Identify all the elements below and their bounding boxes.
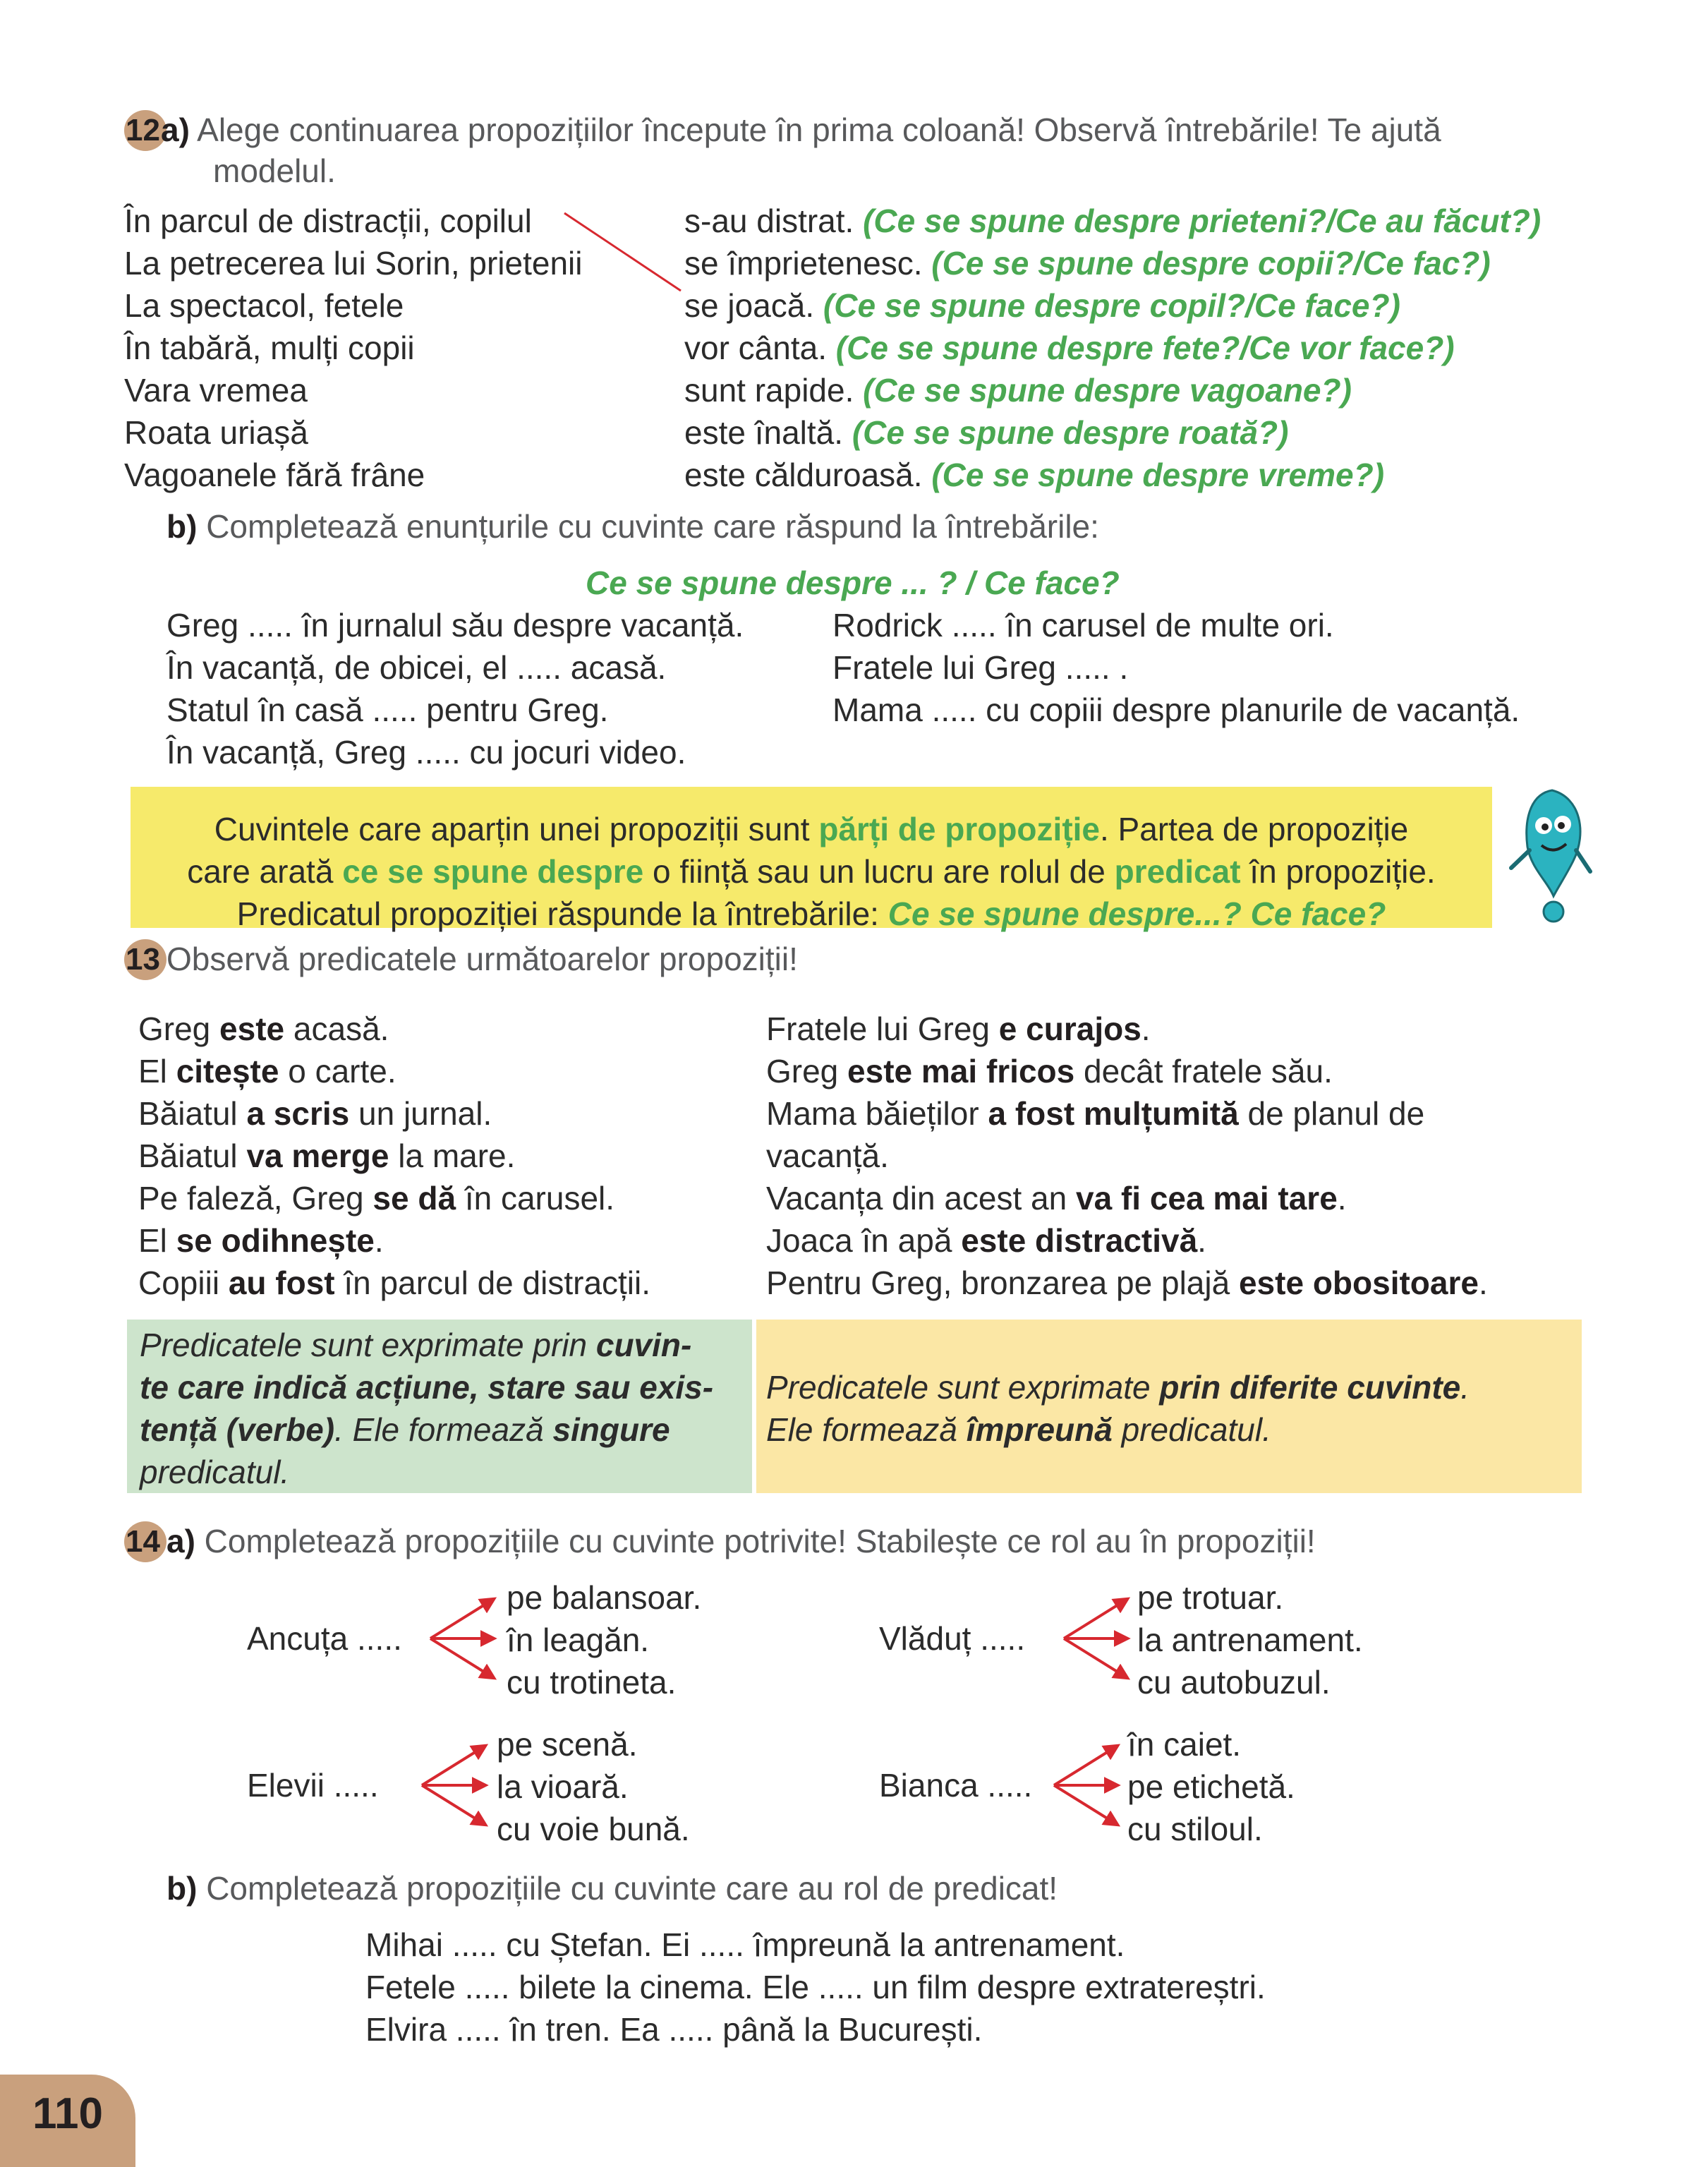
fill-sentence: Elvira ..... în tren. Ea ..... până la București.: [365, 2011, 983, 2048]
exercise-14a-instruction: a) Completează propozițiile cu cuvinte potrivite! Stabilește ce rol au în propoziții!: [166, 1523, 1316, 1559]
fill-sentence: Greg ..... în jurnalul său despre vacanță.: [166, 607, 744, 644]
exercise-number-13: 13: [124, 939, 166, 980]
sentence-start: Vagoanele fără frâne: [124, 457, 425, 493]
example-sentence: Mama băieților a fost mulțumită de planul de: [766, 1095, 1425, 1132]
example-sentence: Vacanța din acest an va fi cea mai tare.: [766, 1180, 1347, 1217]
option: pe scenă.: [497, 1726, 638, 1763]
green-box-line-1: Predicatele sunt exprimate prin cuvin-: [140, 1327, 692, 1363]
example-sentence: Băiatul a scris un jurnal.: [138, 1095, 492, 1132]
fill-sentence: În vacanță, Greg ..... cu jocuri video.: [166, 734, 686, 771]
note-line-3: Predicatul propoziției răspunde la întrebările: Ce se spune despre...? Ce face?: [236, 895, 1386, 932]
option: cu voie bună.: [497, 1811, 690, 1847]
model-connection-line: [564, 213, 681, 291]
green-box-line-3: tență (verbe). Ele formează singure: [140, 1411, 670, 1448]
sentence-start: Vara vremea: [124, 372, 308, 409]
fill-sentence: Fratele lui Greg ..... .: [832, 649, 1129, 686]
green-box-line-4: predicatul.: [140, 1454, 290, 1490]
yellow-box-line-2: Ele formează împreună predicatul.: [766, 1411, 1271, 1448]
example-sentence: vacanță.: [766, 1137, 889, 1174]
fill-sentence: În vacanță, de obicei, el ..... acasă.: [166, 649, 667, 686]
note-line-1: Cuvintele care aparțin unei propoziții sunt părți de propoziție. Partea de propoziție: [214, 811, 1409, 847]
arrows-vladut: [1064, 1599, 1127, 1678]
fill-sentence: Mihai ..... cu Ștefan. Ei ..... împreună la antrenament.: [365, 1926, 1125, 1963]
sentence-end: se împrietenesc. (Ce se spune despre copii?/Ce fac?): [684, 245, 1491, 282]
exercise-number-14: 14: [124, 1521, 166, 1562]
sentence-start: Roata uriașă: [124, 414, 308, 451]
sentence-end: este înaltă. (Ce se spune despre roată?): [684, 414, 1289, 451]
arrows-elevii: [422, 1746, 485, 1825]
example-sentence: Pe faleză, Greg se dă în carusel.: [138, 1180, 615, 1217]
example-sentence: El citește o carte.: [138, 1053, 396, 1089]
fill-sentence: Fetele ..... bilete la cinema. Ele ..... un film despre extratereștri.: [365, 1969, 1266, 2005]
option: cu autobuzul.: [1137, 1664, 1331, 1701]
exercise-12b-instruction: b) Completează enunțurile cu cuvinte care răspund la întrebările:: [166, 508, 1099, 545]
page-number: 110: [32, 2089, 104, 2138]
option: pe trotuar.: [1137, 1579, 1284, 1616]
sentence-end: se joacă. (Ce se spune despre copil?/Ce face?): [684, 287, 1400, 324]
sentence-end: este călduroasă. (Ce se spune despre vreme?): [684, 457, 1385, 493]
subject-bianca: Bianca .....: [879, 1767, 1033, 1804]
option: în leagăn.: [507, 1622, 650, 1658]
exercise-number-12: 12: [124, 110, 166, 151]
fill-sentence: Rodrick ..... în carusel de multe ori.: [832, 607, 1334, 644]
exercise-13-instruction: Observă predicatele următoarelor propoziții!: [166, 941, 798, 977]
example-sentence: El se odihnește.: [138, 1222, 384, 1259]
example-sentence: Greg este acasă.: [138, 1010, 389, 1047]
option: pe etichetă.: [1127, 1768, 1295, 1805]
example-sentence: Fratele lui Greg e curajos.: [766, 1010, 1151, 1047]
example-sentence: Copiii au fost în parcul de distracții.: [138, 1264, 651, 1301]
green-box-line-2: te care indică acțiune, stare sau exis-: [140, 1369, 714, 1406]
example-sentence: Pentru Greg, bronzarea pe plajă este obositoare.: [766, 1264, 1488, 1301]
option: cu stiloul.: [1127, 1811, 1263, 1847]
sentence-end: vor cânta. (Ce se spune despre fete?/Ce vor face?): [684, 330, 1455, 366]
sentence-end: sunt rapide. (Ce se spune despre vagoane?): [684, 372, 1352, 409]
subject-vladut: Vlăduț .....: [879, 1620, 1026, 1657]
option: la antrenament.: [1137, 1622, 1363, 1658]
yellow-box-line-1: Predicatele sunt exprimate prin diferite cuvinte.: [766, 1369, 1470, 1406]
option: pe balansoar.: [507, 1579, 702, 1616]
subject-ancuta: Ancuța .....: [247, 1620, 402, 1657]
option: cu trotineta.: [507, 1664, 677, 1701]
example-sentence: Băiatul va merge la mare.: [138, 1137, 516, 1174]
subject-elevii: Elevii .....: [247, 1767, 379, 1804]
option: la vioară.: [497, 1768, 629, 1805]
fill-sentence: Statul în casă ..... pentru Greg.: [166, 692, 609, 728]
arrows-bianca: [1054, 1746, 1118, 1825]
arrows-ancuta: [430, 1599, 494, 1678]
sentence-end: s-au distrat. (Ce se spune despre prieteni?/Ce au făcut?): [684, 203, 1542, 239]
sentence-start: La spectacol, fetele: [124, 287, 404, 324]
fill-sentence: Mama ..... cu copiii despre planurile de vacanță.: [832, 692, 1520, 728]
sentence-start: În parcul de distracții, copilul: [124, 203, 532, 239]
exercise-12b-question: Ce se spune despre ... ? / Ce face?: [586, 565, 1120, 601]
note-line-2: care arată ce se spune despre o ființă sau un lucru are rolul de predicat în propoziție.: [187, 853, 1436, 890]
sentence-start: La petrecerea lui Sorin, prietenii: [124, 245, 583, 282]
exercise-12a-instruction: a) Alege continuarea propozițiilor începute în prima coloană! Observă întrebările! Te ajută: [161, 111, 1441, 148]
exercise-14b-instruction: b) Completează propozițiile cu cuvinte care au rol de predicat!: [166, 1870, 1058, 1907]
exercise-12a-instruction-cont: modelul.: [213, 152, 336, 189]
example-sentence: Joaca în apă este distractivă.: [766, 1222, 1206, 1259]
sentence-start: În tabără, mulți copii: [124, 330, 415, 366]
example-sentence: Greg este mai fricos decât fratele său.: [766, 1053, 1333, 1089]
option: în caiet.: [1127, 1726, 1242, 1763]
